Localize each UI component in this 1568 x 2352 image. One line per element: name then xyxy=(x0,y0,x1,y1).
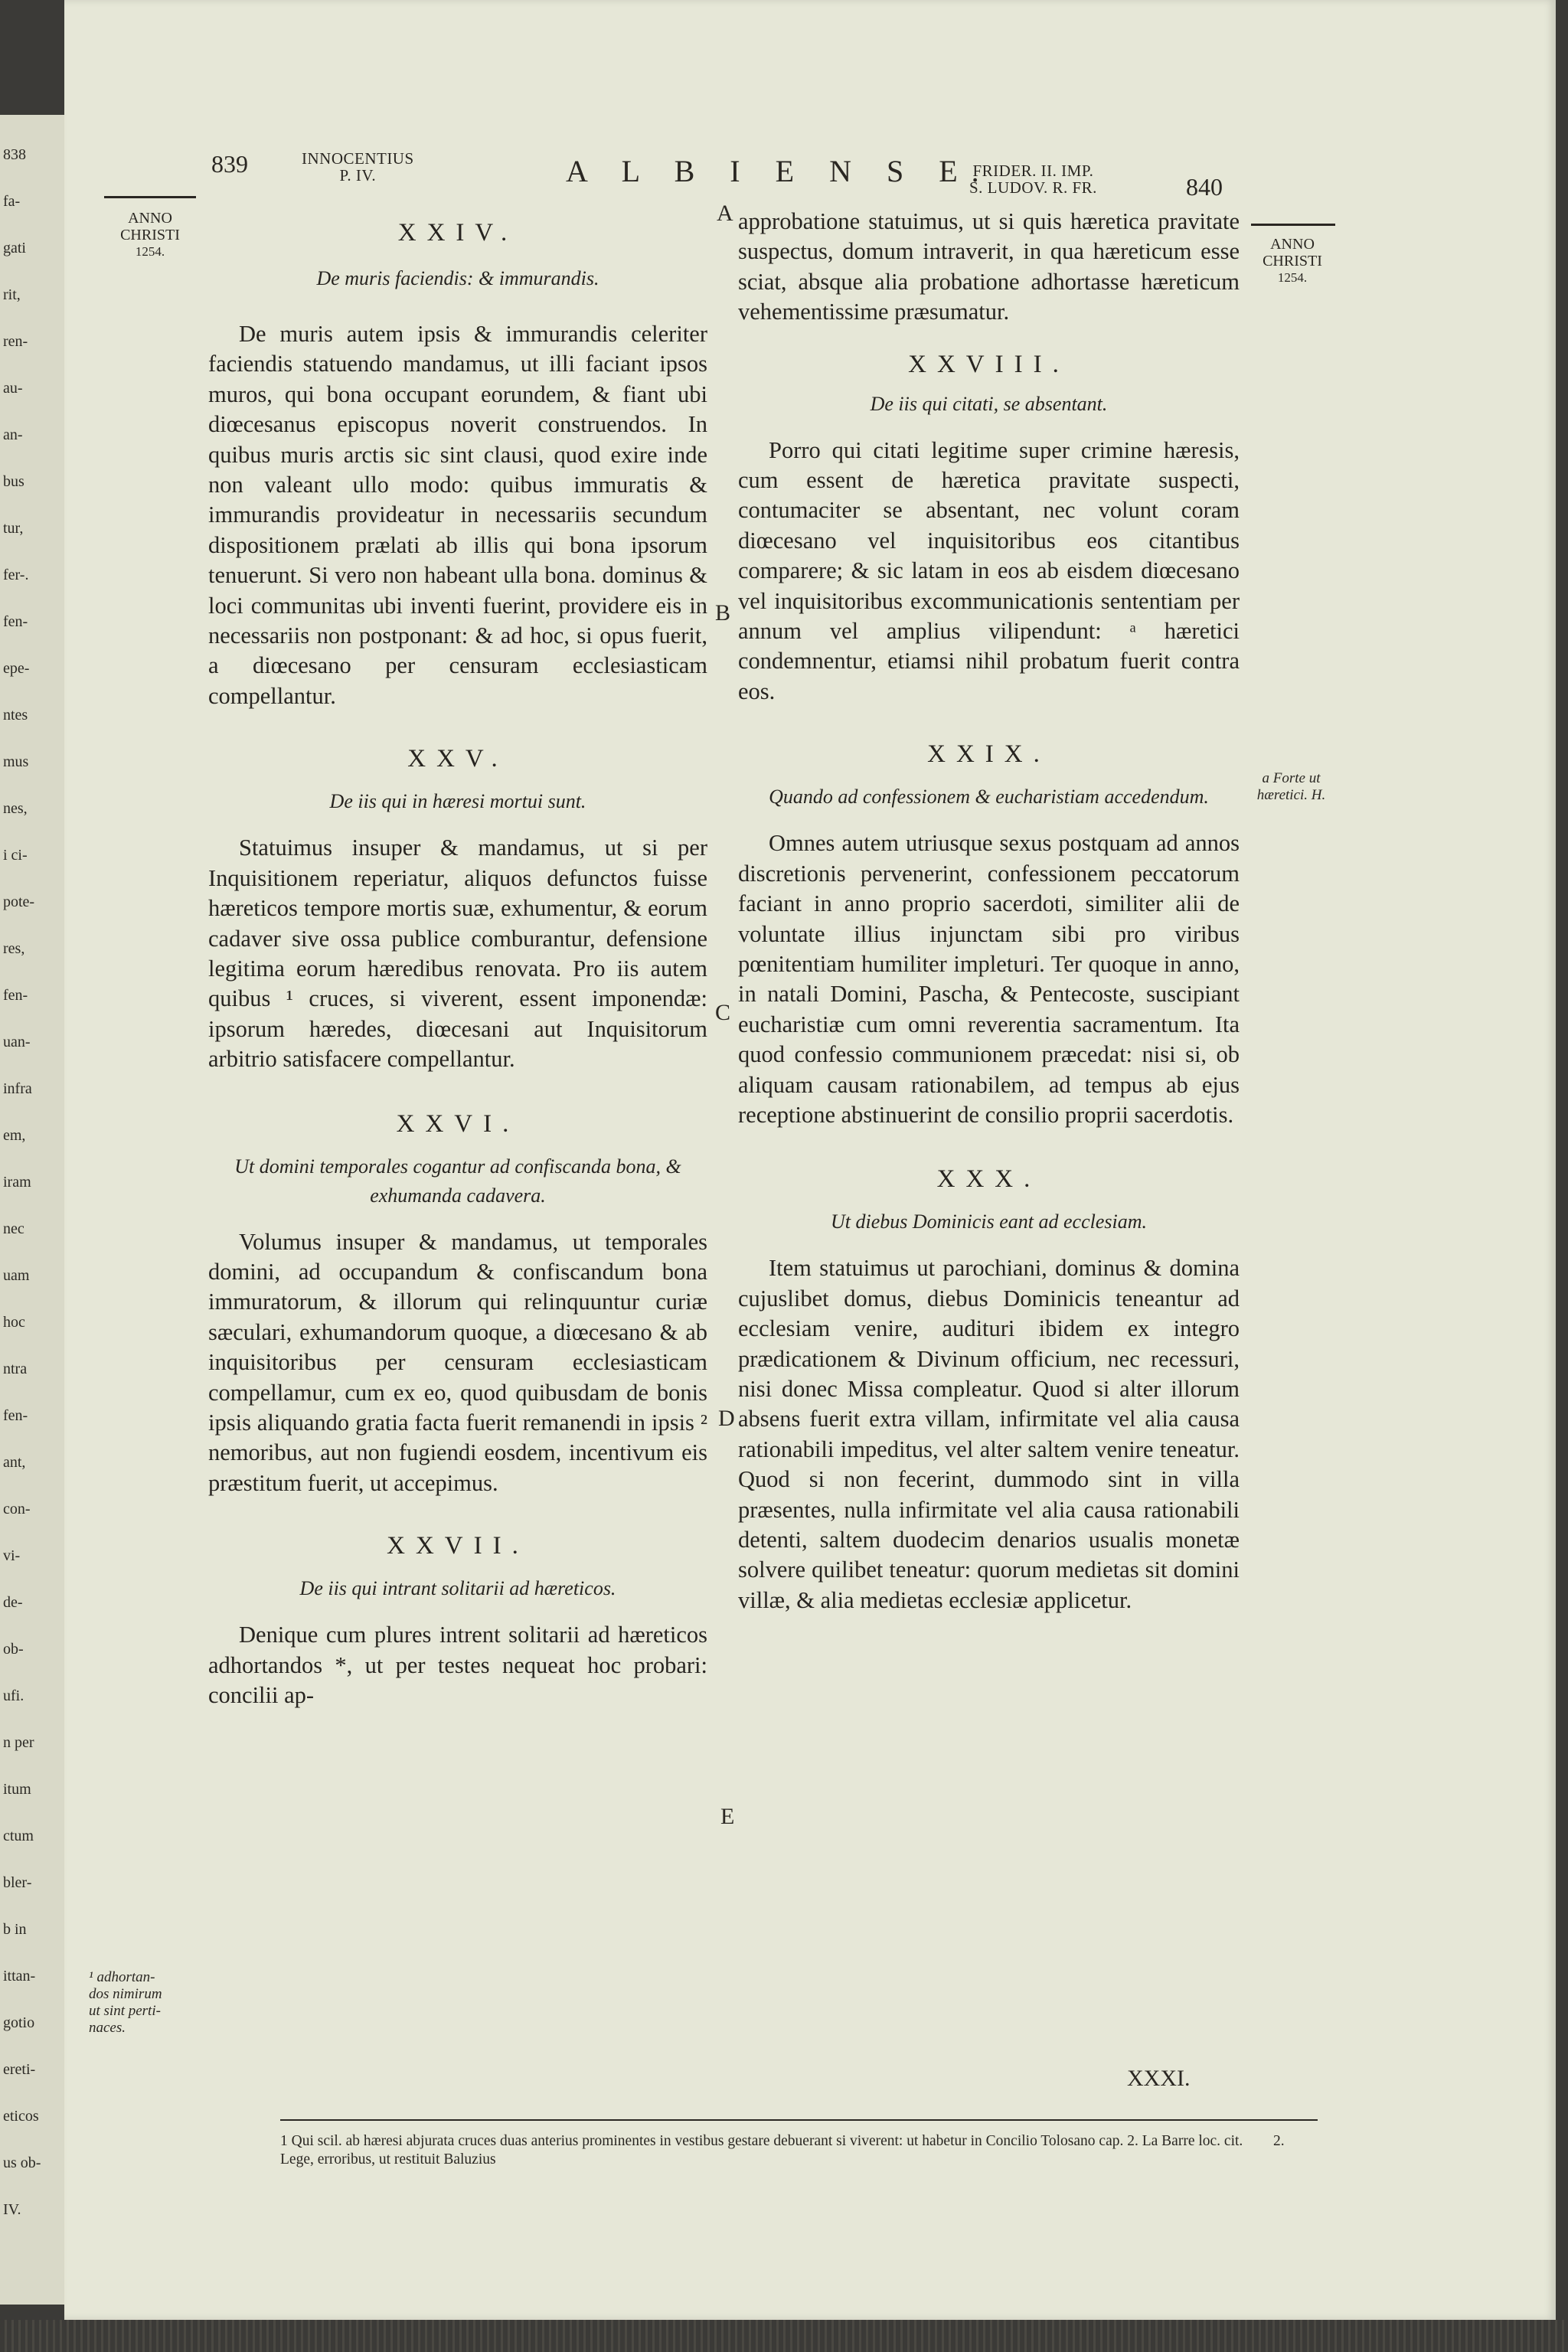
right-column xyxy=(738,207,1240,1615)
previous-page-fragment: bler- xyxy=(3,1874,32,1891)
section-text: Statuimus insuper & mandamus, ut si per Inquisitionem reperiatur, aliquos defunctos fuisse hæreticos tempore mortis suæ, exhumentur, & eorum cadaver sive ossa publice comburantur, defensione legitima eorum hæredibus renovata. Pro iis autem quibus ¹ cruces, si viverent, essent imponendæ: ipsorum hæredes, diœcesani aut Inquisitorum arbitrio satisfacere compellantur. xyxy=(208,835,707,1073)
section-text: Denique cum plures intrent solitarii ad hæreticos adhortandos *, ut per testes nequeat hoc probari: concilii ap- xyxy=(208,1622,707,1708)
section-text: De muris autem ipsis & immurandis celeriter faciendis statuendo mandamus, ut illi faciant ipsos muros, qui bona occupant eorundem, & fiant ubi diœcesanus episcopus noverit construendos. In quibus muris arctis sic sint clausi, quod exire inde non valeant ullo modo: quibus immuratis & immurandis provideatur in necessariis secundum dispositionem prælati ab illis qui bona ipsorum tenuerunt. Si vero non habeant ulla bona. dominus & loci communitas ubi inventi fuerint, providere eis in necessariis non postponant: & ad hoc, si opus fuerit, a diœcesano per censuram ecclesiasticam compellantur. xyxy=(208,321,707,709)
header-rule-right xyxy=(1251,224,1335,226)
marker-e: E xyxy=(720,1804,735,1829)
header-pope-name: INNOCENTIUS xyxy=(302,149,414,168)
christi-label-left: CHRISTI xyxy=(120,227,180,243)
previous-page-fragment: ant, xyxy=(3,1454,26,1471)
header-king: S. LUDOV. R. FR. xyxy=(969,178,1097,197)
header-pope xyxy=(302,150,414,184)
previous-page-fragment: gati xyxy=(3,240,26,256)
previous-page-fragment: 838 xyxy=(3,146,26,163)
previous-page-fragment: hoc xyxy=(3,1314,25,1331)
previous-page-fragment: tur, xyxy=(3,520,24,537)
section-text: Item statuimus ut parochiani, dominus & domina cujuslibet domus, diebus Dominicis teneantur ad ecclesiam venire, audituri ibidem ex integro prædicationem & Divinum officium, nec recessuri, nisi donec Missa compleatur. Quod si alter illorum absens fuerit extra villam, infirmitate vel alia causa rationabili impeditus, vel alter saltem venire teneatur. Quod si non fecerint, dummodo sint in villa præsentes, nulla infirmitate vel alia causa rationabili detenti, saltem duodecim denarios usualis monetæ solvere quilibet teneatur: quorum medietas sit domini villæ, & alia medietas ecclesiæ applicetur. xyxy=(738,1255,1240,1613)
section-text: Volumus insuper & mandamus, ut temporales domini, ad occupandum & confiscandum bona immuratorum, & illorum qui relinquuntur curiæ sæculari, exhumandorum quoque, a diœcesano & ab inquisitoribus per censuram ecclesiasticam compellamur, cum ex eo, quod quibusdam de bonis ipsis aliquando gratia facta fuerit remanendi in ipsis ² nemoribus, aut non fugiendi eosdem, incentivum eis præstitum fuerit, ut accepimus. xyxy=(208,1228,707,1496)
previous-page-fragment: ctum xyxy=(3,1828,34,1844)
header-pope-number: P. IV. xyxy=(339,166,377,185)
anno-label-right: ANNO xyxy=(1270,236,1315,253)
previous-page-fragment: fen- xyxy=(3,613,28,630)
section-xxv xyxy=(208,745,707,1074)
page-number-right: 840 xyxy=(1186,173,1223,201)
previous-page-fragment: itum xyxy=(3,1781,31,1798)
previous-page-fragment: fa- xyxy=(3,193,21,210)
previous-page-fragment: ren- xyxy=(3,333,28,350)
previous-page-fragment: rit, xyxy=(3,286,21,303)
section-title: Ut domini temporales cogantur ad confiscanda bona, & exhumanda cadavera. xyxy=(234,1155,681,1207)
section-title: Ut diebus Dominicis eant ad ecclesiam. xyxy=(830,1210,1148,1233)
footnote-rule xyxy=(280,2119,1318,2121)
section-text: approbatione statuimus, ut si quis hæretica pravitate suspectus, domum intraverit, in qua hæreticum esse sciat, absque alia probatione adhortasse hæreticum vehementissime præsumatur. xyxy=(738,208,1240,325)
section-title: De muris faciendis: & immurandis. xyxy=(316,267,599,289)
previous-page-fragment: bus xyxy=(3,473,24,490)
anno-christi-right xyxy=(1250,236,1335,286)
marker-d: D xyxy=(718,1406,735,1431)
section-title: Quando ad confessionem & eucharistiam accedendum. xyxy=(769,786,1209,808)
left-column xyxy=(208,213,707,1710)
marker-b: B xyxy=(715,600,731,626)
marker-a: A xyxy=(717,201,733,226)
previous-page-fragment: ereti- xyxy=(3,2061,36,2078)
previous-page-fragment: eticos xyxy=(3,2108,39,2125)
previous-page-fragment: an- xyxy=(3,426,23,443)
previous-page-fragment: fen- xyxy=(3,987,28,1004)
margin-note-right: a Forte ut hæretici. H. xyxy=(1256,770,1326,803)
previous-page-fragment: ntes xyxy=(3,707,28,724)
page-number-left: 839 xyxy=(211,150,248,178)
section-xxix xyxy=(738,740,1240,1130)
marker-c: C xyxy=(715,1000,731,1025)
previous-page-fragment: ntra xyxy=(3,1361,28,1377)
anno-label-left: ANNO xyxy=(128,210,172,227)
section-number: XXV. xyxy=(407,745,508,773)
previous-page-strip xyxy=(0,115,64,2305)
previous-page-fragment: fen- xyxy=(3,1407,28,1424)
previous-page-fragment: ob- xyxy=(3,1641,24,1658)
previous-page-fragment: epe- xyxy=(3,660,30,677)
previous-page-fragment: uan- xyxy=(3,1034,31,1050)
previous-page-fragment: gotio xyxy=(3,2014,35,2031)
section-xxx xyxy=(738,1165,1240,1615)
section-title: De iis qui citati, se absentant. xyxy=(870,392,1108,415)
section-number: XXIV. xyxy=(397,219,518,247)
previous-page-fragment: em, xyxy=(3,1127,26,1144)
section-xxiv xyxy=(208,219,707,711)
header-rulers xyxy=(969,162,1097,196)
section-xxvi xyxy=(208,1110,707,1499)
previous-page-fragment: nes, xyxy=(3,800,28,817)
previous-page-fragment: b in xyxy=(3,1921,27,1938)
previous-page-fragment: au- xyxy=(3,380,23,397)
previous-page-fragment: fer-. xyxy=(3,567,29,583)
previous-page-fragment: nec xyxy=(3,1220,24,1237)
section-xxviii xyxy=(738,351,1240,707)
previous-page-fragment: ittan- xyxy=(3,1968,36,1984)
previous-page-fragment: vi- xyxy=(3,1547,21,1564)
header-rule-left xyxy=(104,196,196,198)
anno-year-left: 1254. xyxy=(135,244,165,259)
header-emperor: FRIDER. II. IMP. xyxy=(972,162,1094,180)
christi-label-right: CHRISTI xyxy=(1263,253,1322,270)
section-text: Omnes autem utriusque sexus postquam ad annos discretionis pervenerint, confessionem peccatorum faciant in anno proprio sacerdoti, similiter alii de voluntate illius injunctam sibi pro viribus pœnitentiam humiliter impleturi. Ter quoque in anno, in natali Domini, Pascha, & Pentecoste, suscipiant eucharistiæ cum omni reverentia sacramentum. Ita quod confessio communionem præcedat: nisi si, ob aliquam causam rationabilem, ad tempus ab ejus receptione abstinuerint de consilio proprii sacerdotis. xyxy=(738,830,1240,1128)
previous-page-fragment: i ci- xyxy=(3,847,28,864)
previous-page-fragment: uam xyxy=(3,1267,30,1284)
margin-note-left: ¹ adhortan-dos nimirum ut sint perti-naces. xyxy=(89,1969,162,2036)
footnote-2: 2. Lege, erroribus, ut restituit Baluzius xyxy=(280,2133,1285,2167)
anno-year-right: 1254. xyxy=(1277,270,1308,285)
previous-page-fragment: res, xyxy=(3,940,25,957)
section-number: XXIX. xyxy=(927,740,1050,769)
running-head: A L B I E N S E. xyxy=(566,154,993,188)
section-number: XXX. xyxy=(936,1165,1041,1194)
previous-page-fragment: de- xyxy=(3,1594,23,1611)
footnotes xyxy=(280,2132,1318,2169)
document-page xyxy=(64,0,1556,2320)
section-number: XXVIII. xyxy=(908,350,1070,378)
previous-page-fragment: iram xyxy=(3,1174,31,1191)
section-text: Porro qui citati legitime super crimine hæresis, cum essent de hæretica pravitate suspecti, contumaciter se absentant, nec volunt coram diœcesano vel inquisitoribus eos citantibus comparere; & sic latam in eos ab eisdem diœcesano vel inquisitoribus excommunicationis sententiam per annum vel amplius vilipendunt: ᵃ hæretici condemnentur, etiamsi nihil probatum fuerit contra eos. xyxy=(738,436,1240,704)
anno-christi-left xyxy=(104,210,196,260)
scan-background xyxy=(0,2320,1568,2352)
section-number: XXVI. xyxy=(396,1109,520,1138)
section-continuation xyxy=(738,207,1240,328)
section-number: XXVII. xyxy=(387,1532,529,1560)
previous-page-fragment: IV. xyxy=(3,2201,21,2218)
previous-page-fragment: n per xyxy=(3,1734,34,1751)
catchword: XXXI. xyxy=(1127,2066,1191,2091)
section-xxvii xyxy=(208,1532,707,1710)
previous-page-fragment: ufi. xyxy=(3,1687,24,1704)
previous-page-fragment: mus xyxy=(3,753,29,770)
previous-page-fragment: pote- xyxy=(3,893,35,910)
previous-page-fragment: us ob- xyxy=(3,2154,41,2171)
previous-page-fragment: infra xyxy=(3,1080,32,1097)
previous-page-fragment: con- xyxy=(3,1501,31,1517)
section-title: De iis qui in hæresi mortui sunt. xyxy=(329,790,586,813)
section-title: De iis qui intrant solitarii ad hæreticos. xyxy=(299,1577,616,1600)
footnote-1: 1 Qui scil. ab hæresi abjurata cruces duas anterius prominentes in vestibus gestare debuerant si viverent: ut habetur in Concilio Tolosano cap. 2. La Barre loc. cit. xyxy=(280,2133,1243,2149)
